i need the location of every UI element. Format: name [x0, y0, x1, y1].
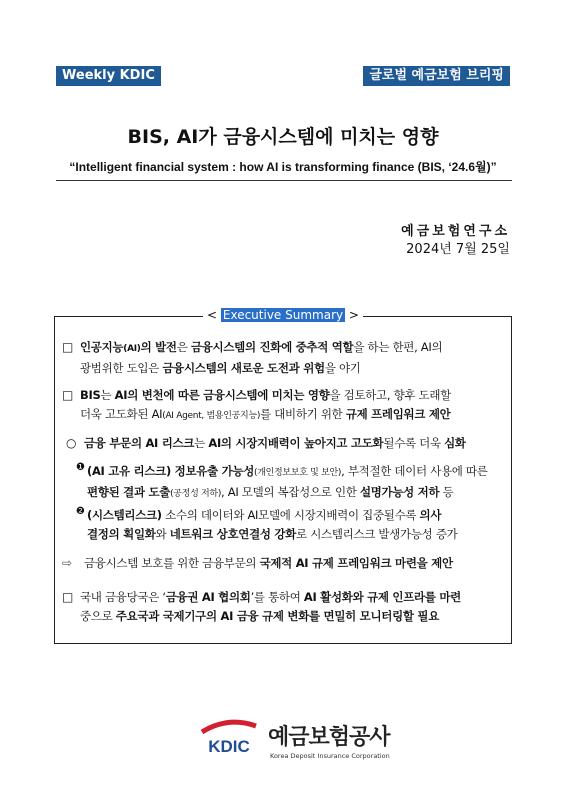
summary-paragraph-7: 국내 금융당국은 ‘금융권 AI 협의회’를 통하여 AI 활성화와 규제 인프라를 마련 중으로 주요국과 국제기구의 AI 금융 규제 변화를 면밀히 모니터링할 필요	[80, 590, 461, 623]
summary-paragraph-6: 금융시스템 보호를 위한 금융부문의 국제적 AI 규제 프레임워크 마련을 제안	[84, 556, 453, 570]
box-bullet-icon: □	[62, 388, 74, 402]
document-title: BIS, AI가 금융시스템에 미치는 영향	[127, 126, 439, 148]
summary-paragraph-3: 금융 부문의 AI 리스크는 AI의 시장지배력이 높아지고 고도화될수록 더욱 심화	[84, 436, 466, 450]
title-divider	[56, 180, 512, 181]
weekly-kdic-tag: Weekly KDIC	[56, 66, 161, 86]
publish-date: 2024년 7월 25일	[406, 242, 510, 257]
document-subtitle: “Intelligent financial system : how AI is transforming finance (BIS, ‘24.6월)”	[69, 160, 497, 174]
box-bullet-icon: □	[62, 340, 74, 354]
logo-mark-text: KDIC	[208, 737, 250, 756]
briefing-series-tag: 글로벌 예금보험 브리핑	[363, 66, 510, 86]
arrow-right-icon: ⇨	[62, 556, 73, 570]
kdic-logo-mark-icon	[198, 718, 260, 762]
kdic-logo	[190, 718, 390, 768]
summary-paragraph-2: BIS는 AI의 변천에 따른 금융시스템에 미치는 영향을 검토하고, 향후 도래할 더욱 고도화된 AI(AI Agent, 범용인공지능)를 대비하기 위한 규제 프레임워크 제안	[80, 388, 451, 421]
executive-summary-heading: < Executive Summary >	[0, 308, 566, 322]
number-two-icon: ❷	[76, 506, 85, 517]
summary-paragraph-4: (AI 고유 리스크) 정보유출 가능성(개인정보보호 및 보안), 부적절한 데이터 사용에 따른 편향된 결과 도출(공정성 저하), AI 모델의 복잡성으로 인한 설명가능성 저하 등	[87, 464, 488, 499]
summary-paragraph-1: 인공지능(AI)의 발전은 금융시스템의 진화에 중추적 역할을 하는 한편, AI의 광범위한 도입은 금융시스템의 새로운 도전과 위험을 야기	[80, 340, 443, 375]
summary-paragraph-5: (시스템리스크) 소수의 데이터와 AI모델에 시장지배력이 집중될수록 의사 결정의 획일화와 네트워크 상호연결성 강화로 시스템리스크 발생가능성 증가	[87, 508, 458, 541]
number-one-icon: ❶	[76, 462, 85, 473]
box-bullet-icon: □	[62, 590, 74, 604]
executive-summary-label: Executive Summary	[222, 308, 344, 322]
circle-bullet-icon: ○	[66, 436, 77, 450]
logo-english-name: Korea Deposit Insurance Corporation	[270, 752, 390, 760]
logo-korean-name: 예금보험공사	[268, 725, 390, 750]
organization-name: 예금보험연구소	[401, 224, 510, 239]
